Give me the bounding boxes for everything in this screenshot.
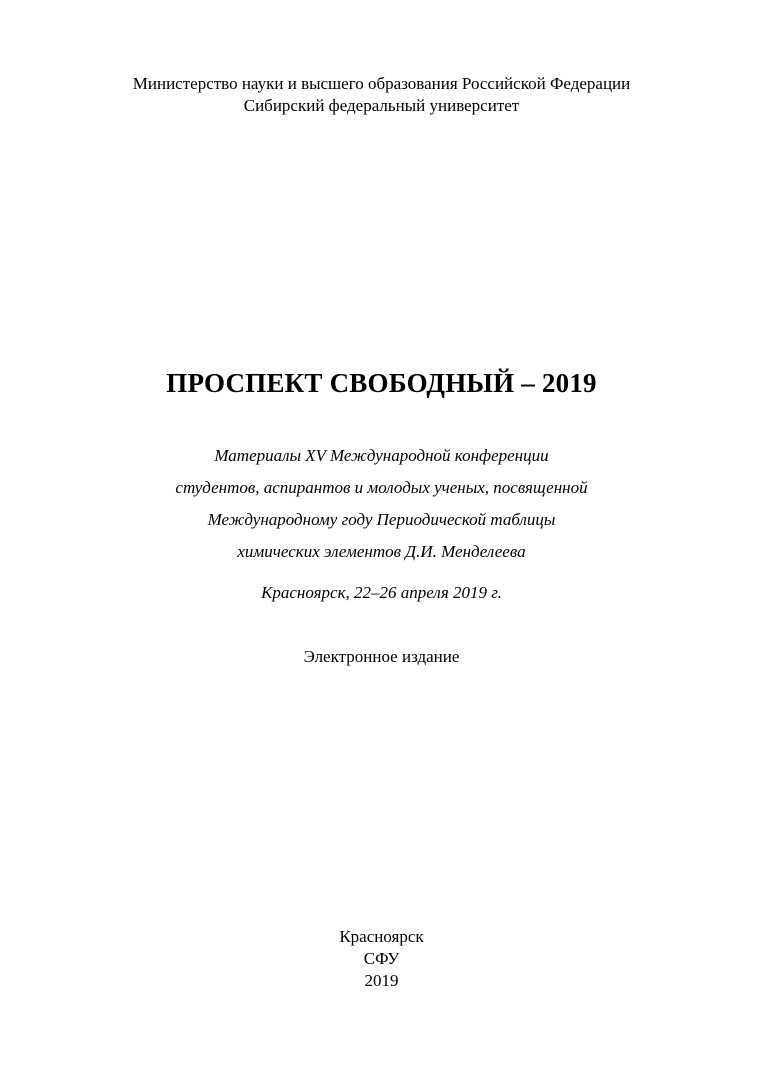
imprint-year: 2019 — [364, 971, 399, 990]
subtitle-line-4: химических элементов Д.И. Менделеева — [237, 542, 526, 561]
conference-place-date: Красноярск, 22–26 апреля 2019 г. — [261, 583, 502, 602]
ministry-name: Министерство науки и высшего образования Российской Федерации — [132, 74, 631, 93]
header — [0, 73, 763, 117]
document-subtitle — [0, 440, 763, 568]
document-title: ПРОСПЕКТ СВОБОДНЫЙ – 2019 — [166, 368, 597, 398]
imprint-publisher: СФУ — [363, 949, 400, 968]
subtitle-line-3: Международному году Периодической таблицы — [207, 510, 556, 529]
edition-type: Электронное издание — [303, 647, 460, 666]
imprint — [0, 926, 763, 992]
imprint-city: Красноярск — [339, 927, 424, 946]
subtitle-line-2: студентов, аспирантов и молодых ученых, посвященной — [175, 478, 588, 497]
subtitle-line-1: Материалы XV Международной конференции — [214, 446, 549, 465]
university-name: Сибирский федеральный университет — [243, 96, 520, 115]
